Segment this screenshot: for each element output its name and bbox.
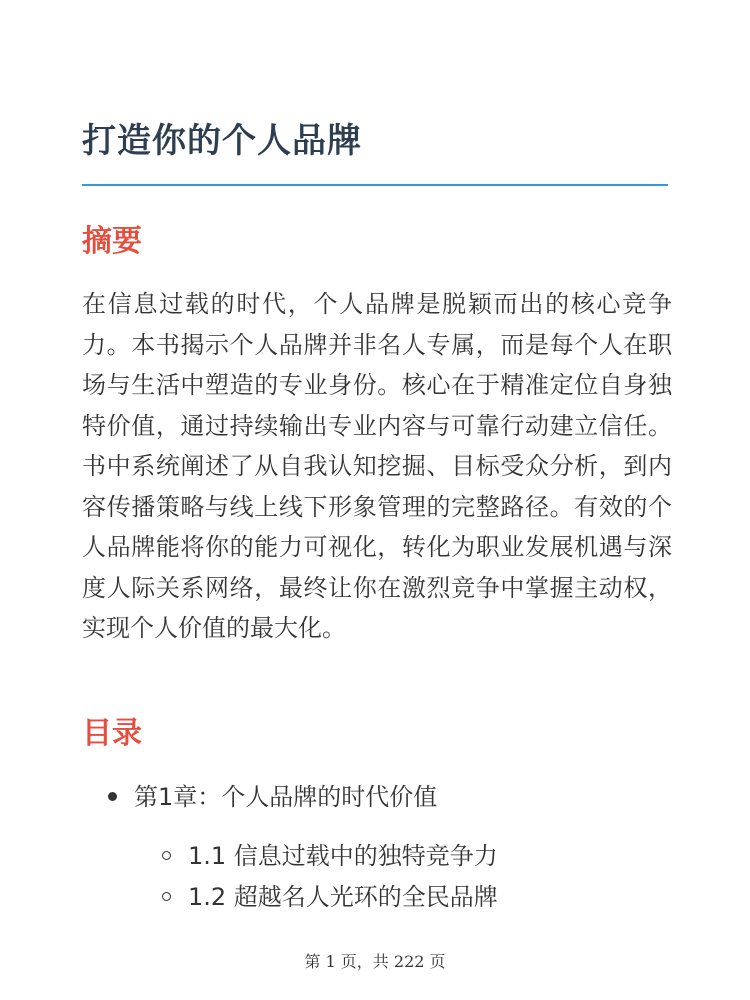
page-number-footer: 第 1 页，共 222 页	[304, 952, 446, 971]
table-of-contents	[108, 776, 668, 918]
toc-section-1-1[interactable]	[162, 836, 668, 877]
bullet-disc-icon	[108, 792, 117, 801]
toc-section-label: 1.1 信息过载中的独特竞争力	[188, 842, 498, 870]
toc-chapter-1[interactable]	[108, 776, 668, 918]
document-title: 打造你的个人品牌	[82, 121, 362, 161]
toc-section-1-2[interactable]	[162, 877, 668, 918]
bullet-circle-icon	[162, 851, 171, 860]
toc-heading: 目录	[82, 716, 142, 751]
toc-chapter-label: 第1章：个人品牌的时代价值	[134, 783, 438, 811]
summary-heading: 摘要	[82, 224, 142, 259]
summary-paragraph: 在信息过载的时代，个人品牌是脱颖而出的核心竞争力。本书揭示个人品牌并非名人专属，而是每个人在职场与生活中塑造的专业身份。核心在于精准定位自身独特价值，通过持续输出专业内容与可靠行动建立信任。书中系统阐述了从自我认知挖掘、目标受众分析，到内容传播策略与线上线下形象管理的完整路径。有效的个人品牌能将你的能力可视化，转化为职业发展机遇与深度人际关系网络，最终让你在激烈竞争中掌握主动权，实现个人价值的最大化。	[82, 290, 672, 642]
toc-section-label: 1.2 超越名人光环的全民品牌	[188, 883, 498, 911]
bullet-circle-icon	[162, 892, 171, 901]
title-divider	[82, 184, 668, 186]
toc-chapter-1-sections	[162, 836, 668, 918]
